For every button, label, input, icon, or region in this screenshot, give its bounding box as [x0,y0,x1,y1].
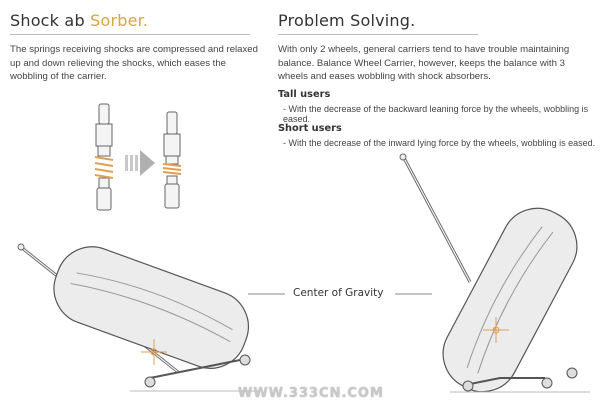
carrier-tall-user [18,237,259,387]
tall-users-text: - With the decrease of the backward leaning force by the wheels, wobbling is eased. [283,104,589,124]
spring-compressed [163,164,181,174]
short-users-heading: Short users [278,123,342,134]
ps-line-1: With only 2 wheels, general carriers tend to have trouble maintaining [278,44,570,55]
desc-line-1: The springs receiving shocks are compressed and relaxed [10,44,258,55]
shock-absorber-compressed [164,112,180,208]
transition-arrow [125,150,155,176]
desc-line-2: up and down relieving the shocks, which eases the [10,57,226,69]
title-accent-text: Sorber. [90,11,149,30]
center-of-gravity-label: Center of Gravity [293,287,384,299]
tall-users-heading: Tall users [278,89,331,100]
spring-relaxed [95,157,113,178]
ps-line-2: balance. Balance Wheel Carrier, however, keeps the balance with 3 [278,57,565,69]
watermark: WWW.333CN.COM [238,386,384,401]
ps-line-3: wheels and eases wobbling with shock absorbers. [278,71,491,82]
title-main-text: Shock ab [10,11,91,30]
desc-line-3: wobbling of the carrier. [10,71,107,82]
problem-solving-title: Problem Solving. [278,11,416,30]
carrier-short-user [400,154,590,404]
short-users-text: - With the decrease of the inward lying force by the wheels, wobbling is eased. [283,138,596,148]
